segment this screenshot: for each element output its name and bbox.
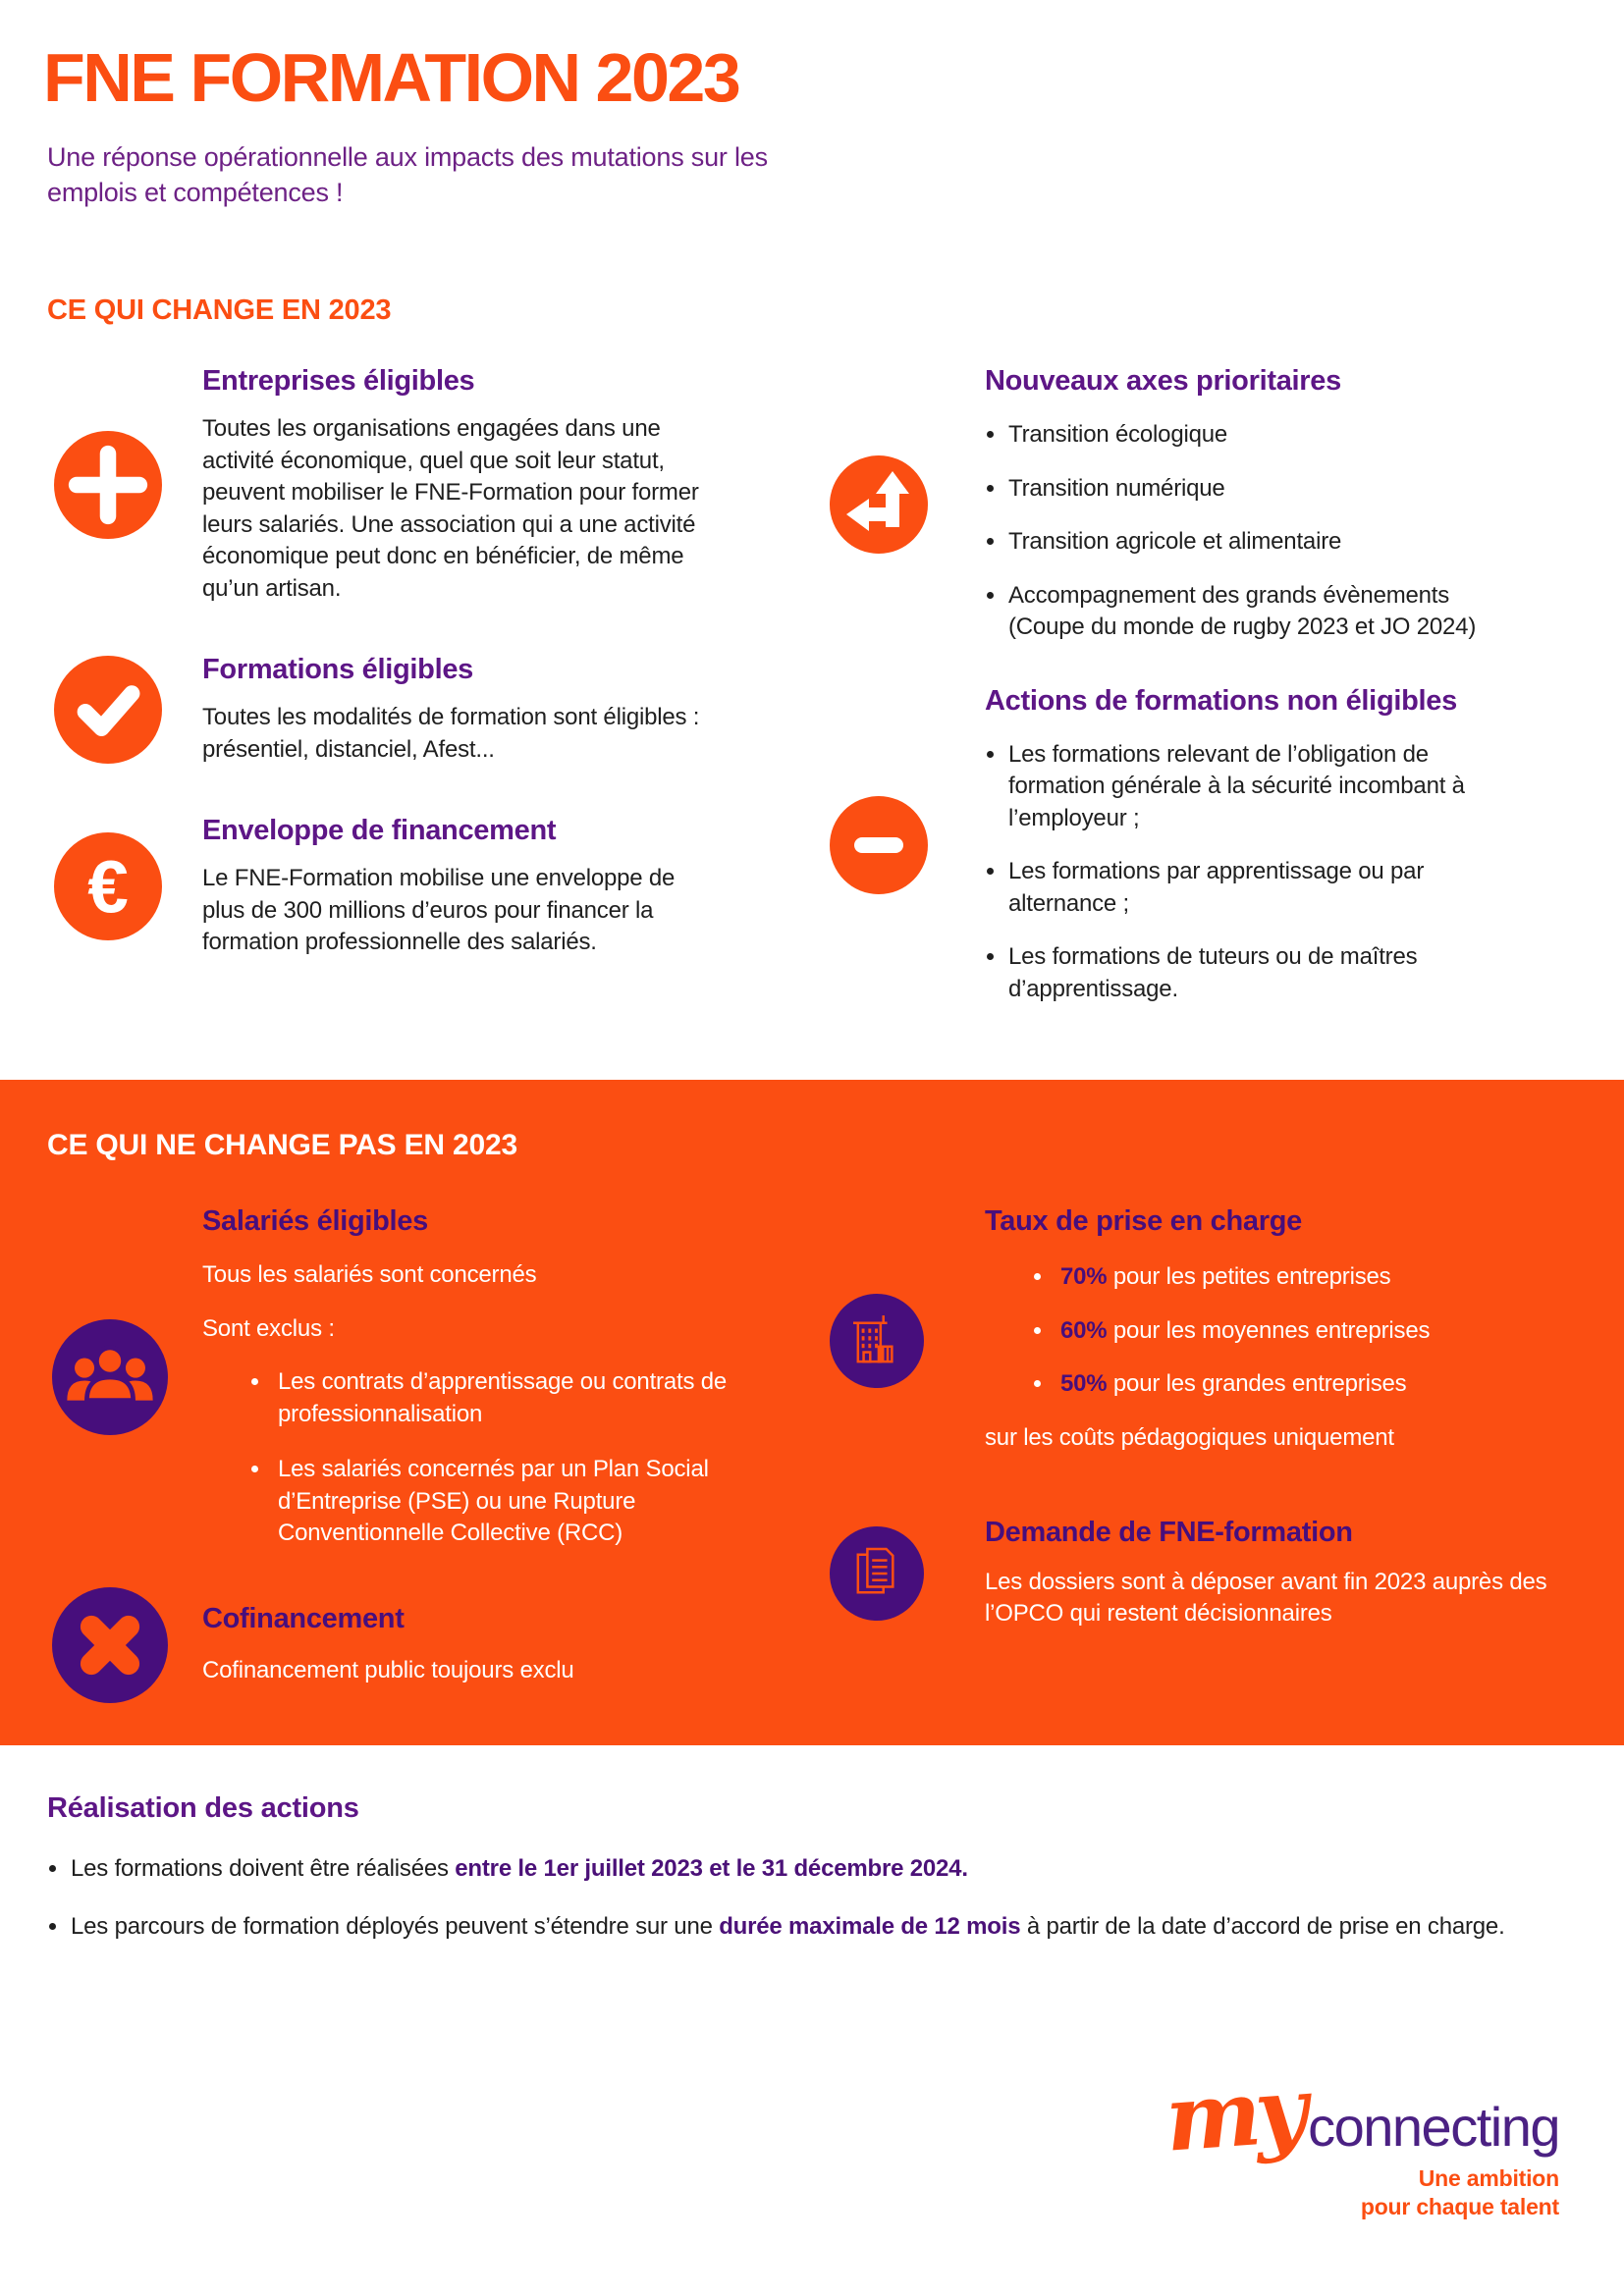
logo-tagline-line1: Une ambition: [1418, 2165, 1559, 2191]
demande-body: Les dossiers sont à déposer avant fin 2023 auprès des l’OPCO qui restent décisionnaires: [985, 1568, 1547, 1627]
bullet-dot: [251, 1378, 258, 1385]
people-icon: [47, 1319, 202, 1435]
taux-rest: pour les petites entreprises: [1107, 1263, 1391, 1290]
block-salaries-eligibles: [47, 1205, 813, 1550]
enveloppe-body: Le FNE-Formation mobilise une enveloppe de plus de 300 millions d’euros pour financer la formation professionnelle des salariés.: [202, 865, 676, 955]
demande-text: [985, 1517, 1615, 1630]
column-change-right: [830, 365, 1615, 1054]
formations-body: Toutes les modalités de formation sont éligibles : présentiel, distanciel, Afest...: [202, 704, 700, 763]
bullet-dot: [251, 1466, 258, 1472]
block-enveloppe-financement: [47, 815, 813, 959]
non-eligibles-item-text: Les formations par apprentissage ou par alternance ;: [1008, 858, 1425, 917]
bullet-dot: [49, 1923, 56, 1930]
block-actions-non-eligibles: [830, 685, 1615, 1006]
bullet-dot: [987, 485, 994, 492]
salaries-line2: Sont exclus :: [202, 1314, 335, 1342]
realisation-strong: entre le 1er juillet 2023 et le 31 décembre 2024.: [455, 1855, 968, 1882]
taux-item: [985, 1315, 1615, 1348]
page-subtitle-line1: Une réponse opérationnelle aux impacts des mutations sur les: [47, 142, 768, 172]
non-eligibles-item: [985, 856, 1615, 920]
realisation-item-text: [71, 1911, 1505, 1944]
realisation-list: [47, 1853, 1579, 1968]
block-taux-prise-en-charge: [830, 1205, 1615, 1477]
realisation-item: [47, 1853, 1579, 1886]
demande-heading: Demande de FNE-formation: [985, 1516, 1353, 1548]
block-axes-prioritaires: [830, 365, 1615, 644]
non-eligibles-item: [985, 739, 1615, 835]
taux-item-text: [1060, 1368, 1406, 1401]
taux-rest: pour les moyennes entreprises: [1107, 1316, 1431, 1344]
salaries-excluded-item: [202, 1454, 813, 1550]
logo-tagline: [1165, 2164, 1559, 2221]
salaries-line1: Tous les salariés sont concernés: [202, 1261, 537, 1288]
block-formations-eligibles: [47, 654, 813, 766]
axes-text: [985, 365, 1615, 644]
non-eligibles-item: [985, 941, 1615, 1005]
column-change-left: [47, 365, 813, 1008]
x-icon: [47, 1587, 202, 1703]
entreprises-text: [202, 365, 813, 605]
axes-item-text: Accompagnement des grands évènements (Coupe du monde de rugby 2023 et JO 2024): [1008, 581, 1477, 640]
block-demande-fne: [830, 1517, 1615, 1630]
taux-percentage: 70%: [1060, 1263, 1108, 1290]
axes-item-text: Transition numérique: [1008, 474, 1225, 502]
directions-icon: [830, 455, 985, 554]
realisation-heading: Réalisation des actions: [47, 1792, 359, 1824]
block-cofinancement: [47, 1587, 813, 1703]
realisation-strong: durée maximale de 12 mois: [719, 1912, 1021, 1940]
section-label-ce-qui-change: CE QUI CHANGE EN 2023: [47, 294, 392, 326]
non-eligibles-text: [985, 685, 1615, 1006]
formations-heading: Formations éligibles: [202, 654, 473, 685]
salaries-excluded-item: [202, 1366, 813, 1430]
realisation-post: à partir de la date d’accord de prise en charge.: [1020, 1912, 1505, 1940]
enveloppe-heading: Enveloppe de financement: [202, 815, 557, 846]
axes-item: [985, 526, 1615, 559]
column-nochange-right: [830, 1205, 1615, 1630]
page-title: FNE FORMATION 2023: [43, 39, 739, 116]
entreprises-body: Toutes les organisations engagées dans une activité économique, quel que soit leur statut, peuvent mobiliser le FNE-Formation pour former leurs salariés. Une association qui a une activité économique peut donc en bénéficier, de même qu’un artisan.: [202, 415, 699, 602]
taux-item: [985, 1368, 1615, 1401]
axes-item: [985, 580, 1615, 644]
non-eligibles-item-text: Les formations relevant de l’obligation de formation générale à la sécurité incombant à l’employeur ;: [1008, 740, 1465, 831]
page-subtitle-line2: emplois et compétences !: [47, 178, 344, 207]
cofinancement-text: [202, 1603, 813, 1687]
logo-tagline-line2: pour chaque talent: [1360, 2193, 1559, 2219]
formations-text: [202, 654, 813, 766]
logo-my-script: my: [1162, 2056, 1306, 2172]
realisation-item-text: [71, 1853, 968, 1886]
myconnecting-logo: [1162, 2056, 1559, 2221]
column-nochange-left: [47, 1205, 813, 1703]
bullet-dot: [1034, 1327, 1041, 1334]
taux-rest: pour les grandes entreprises: [1107, 1370, 1407, 1397]
taux-note: sur les coûts pédagogiques uniquement: [985, 1423, 1394, 1451]
block-entreprises-eligibles: [47, 365, 813, 605]
axes-item: [985, 419, 1615, 452]
non-eligibles-heading: Actions de formations non éligibles: [985, 684, 1457, 717]
bullet-dot: [987, 538, 994, 545]
bullet-dot: [987, 868, 994, 875]
taux-percentage: 60%: [1060, 1316, 1108, 1344]
axes-item-text: Transition agricole et alimentaire: [1008, 528, 1342, 555]
bullet-dot: [987, 751, 994, 758]
logo-connecting-word: connecting: [1308, 2096, 1559, 2158]
plus-icon: [47, 431, 202, 539]
documents-icon: [830, 1526, 985, 1621]
bullet-dot: [1034, 1273, 1041, 1280]
bullet-dot: [987, 431, 994, 438]
bullet-dot: [1034, 1380, 1041, 1387]
realisation-pre: Les parcours de formation déployés peuvent s’étendre sur une: [71, 1912, 720, 1940]
salaries-text: [202, 1205, 813, 1550]
realisation-pre: Les formations doivent être réalisées: [71, 1855, 456, 1882]
taux-text: [985, 1205, 1615, 1477]
euro-icon: [47, 832, 202, 940]
realisation-item: [47, 1911, 1579, 1944]
taux-heading: Taux de prise en charge: [985, 1205, 1302, 1237]
cofinancement-body: Cofinancement public toujours exclu: [202, 1656, 574, 1683]
logo-wordmark: [1162, 2056, 1559, 2172]
page-subtitle: [47, 139, 768, 210]
salaries-excluded-text: Les salariés concernés par un Plan Social d’Entreprise (PSE) ou une Rupture Conventionnelle Collective (RCC): [278, 1456, 709, 1546]
bullet-dot: [987, 953, 994, 960]
salaries-heading: Salariés éligibles: [202, 1205, 428, 1237]
taux-percentage: 50%: [1060, 1370, 1108, 1397]
cofinancement-heading: Cofinancement: [202, 1602, 405, 1634]
non-eligibles-item-text: Les formations de tuteurs ou de maîtres d’apprentissage.: [1008, 943, 1418, 1002]
axes-item: [985, 473, 1615, 506]
axes-item-text: Transition écologique: [1008, 421, 1228, 448]
axes-heading: Nouveaux axes prioritaires: [985, 365, 1341, 397]
taux-item: [985, 1261, 1615, 1294]
taux-item-text: [1060, 1261, 1390, 1294]
salaries-excluded-text: Les contrats d’apprentissage ou contrats de professionnalisation: [278, 1368, 728, 1427]
minus-icon: [830, 796, 985, 894]
taux-item-text: [1060, 1315, 1430, 1348]
svg-text:€: €: [87, 845, 129, 929]
buildings-icon: [830, 1294, 985, 1388]
bullet-dot: [49, 1865, 56, 1872]
section-ce-qui-ne-change-pas: [0, 1080, 1624, 1745]
section-label-ce-qui-ne-change-pas: CE QUI NE CHANGE PAS EN 2023: [47, 1129, 517, 1161]
entreprises-heading: Entreprises éligibles: [202, 365, 475, 397]
enveloppe-text: [202, 815, 813, 959]
check-icon: [47, 656, 202, 764]
bullet-dot: [987, 592, 994, 599]
